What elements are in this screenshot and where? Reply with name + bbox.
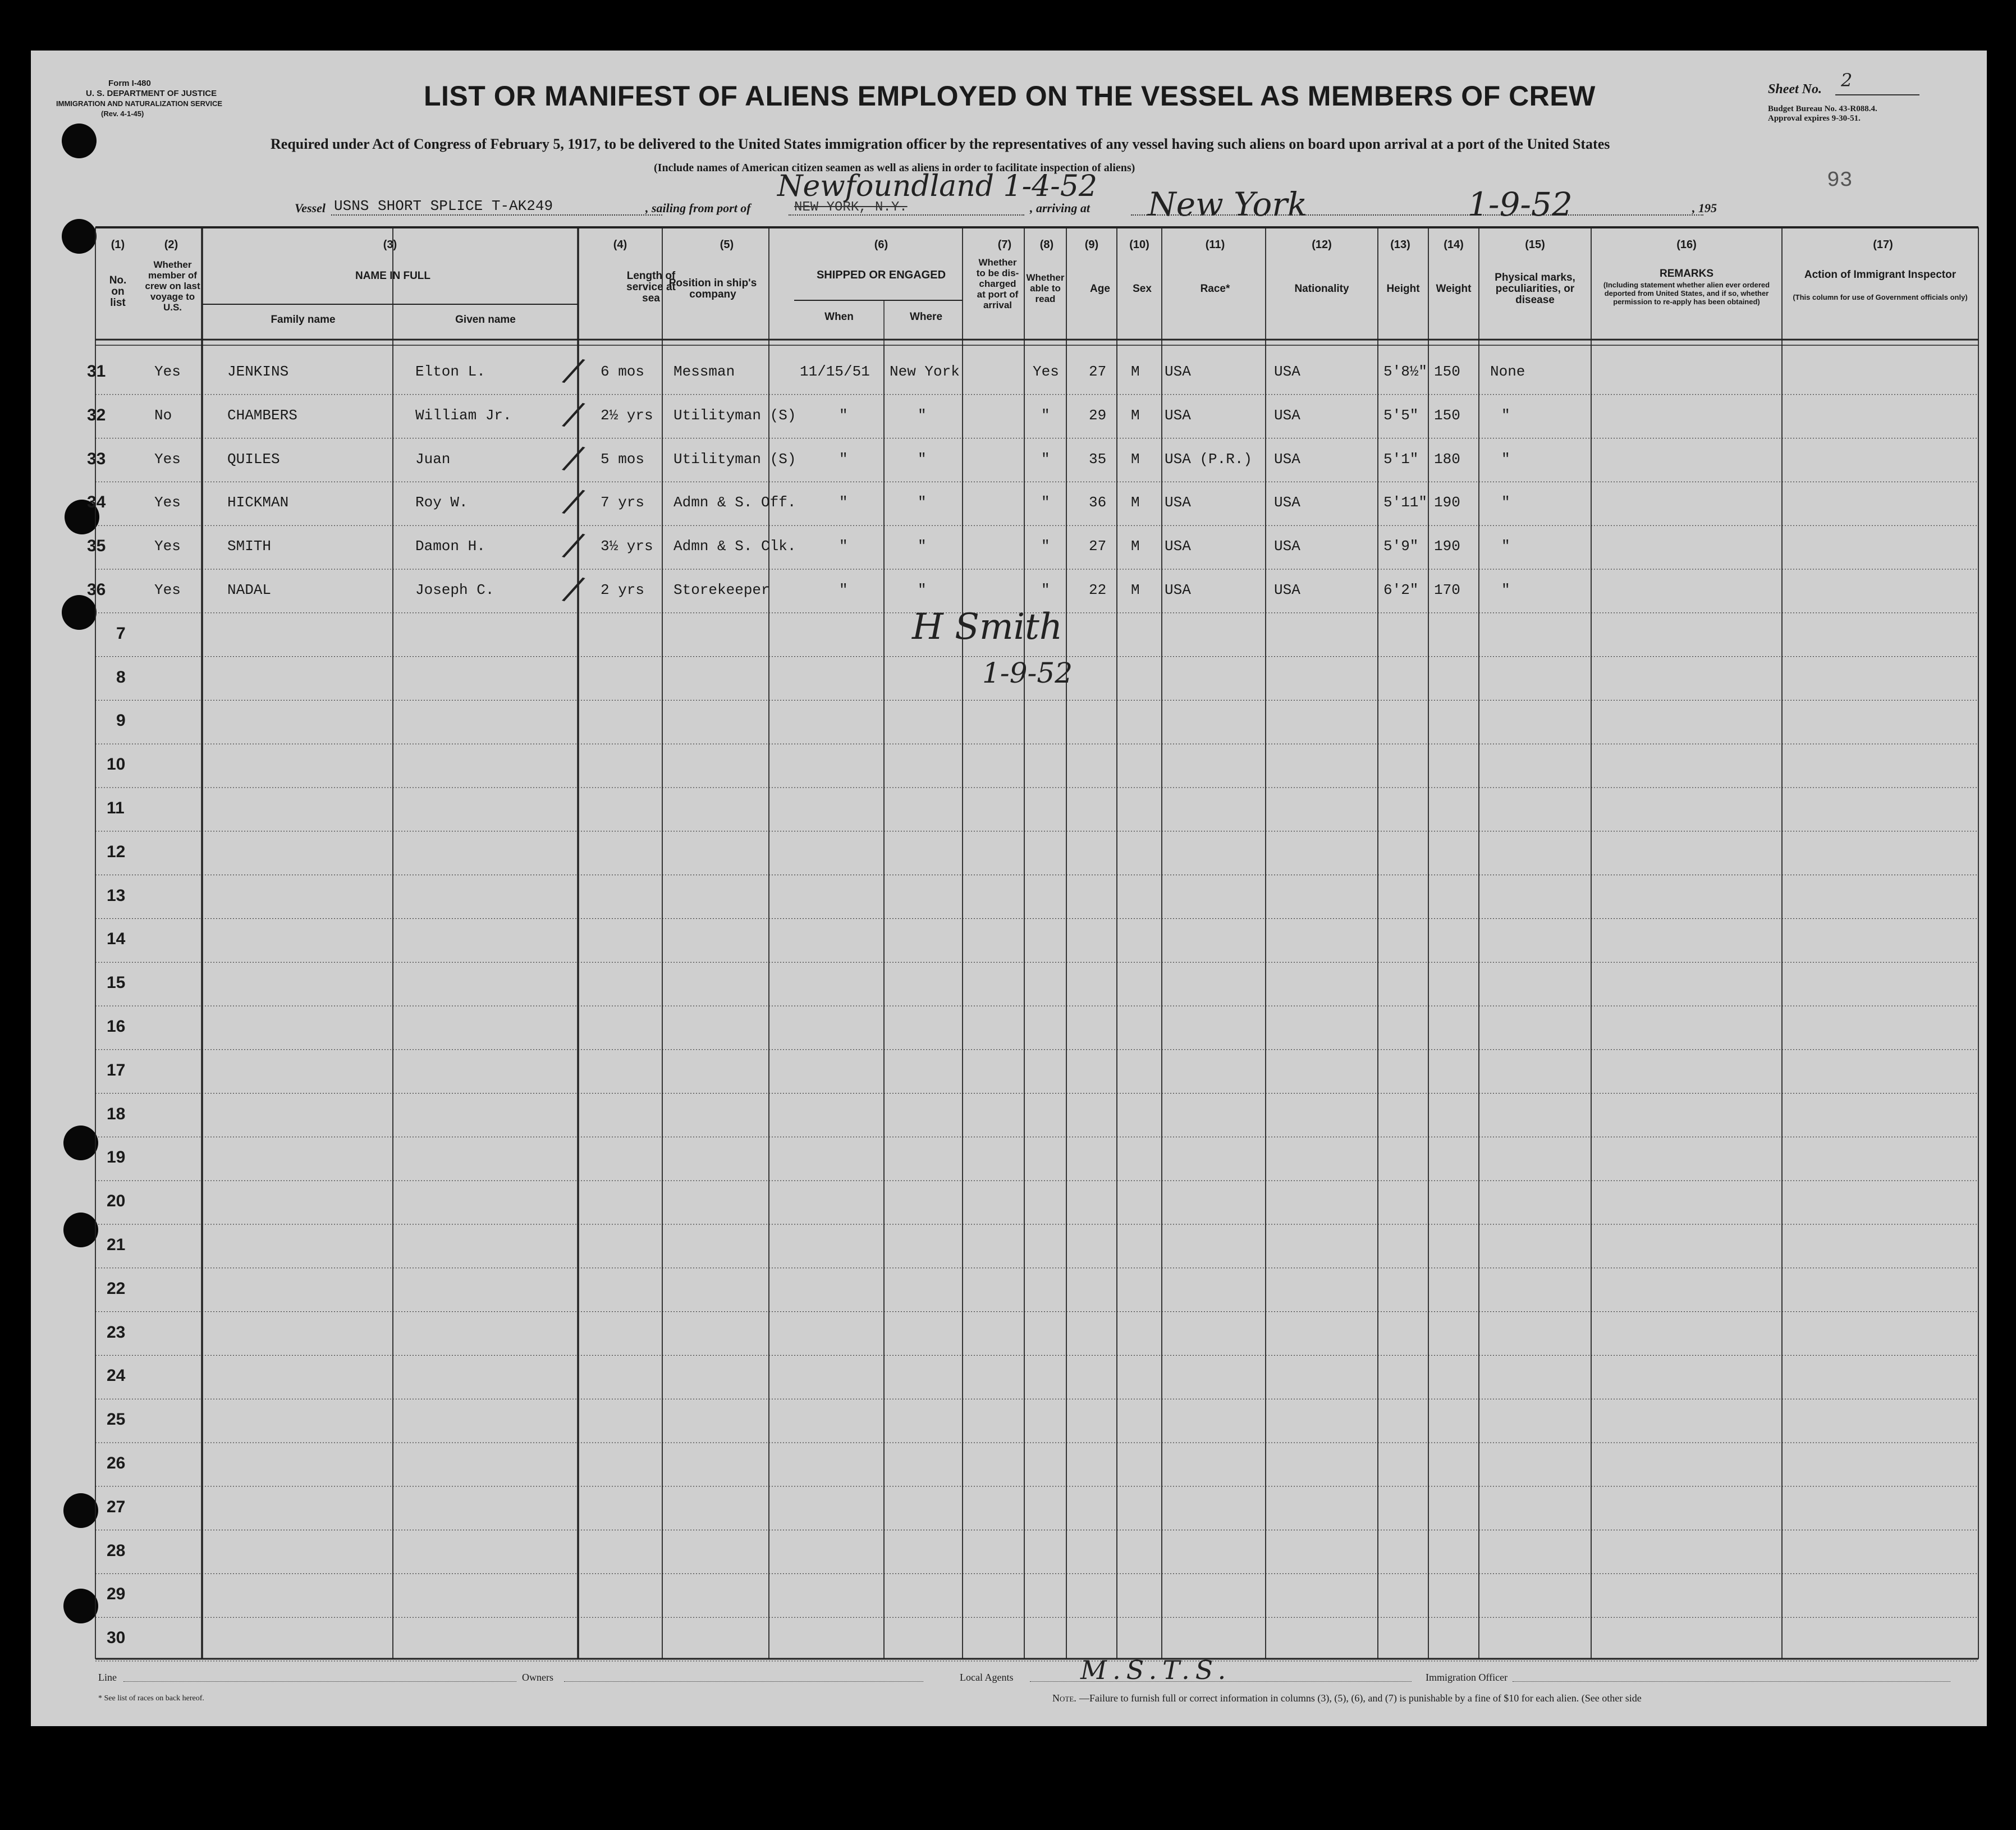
row-number: 22 xyxy=(107,1279,126,1298)
sex: M xyxy=(1131,494,1140,511)
physical-marks: " xyxy=(1501,538,1510,555)
footer-note-text: —Failure to furnish full or correct information in columns (3), (5), (6), and (7) is punishable by a fine of $10 for each alien. (See other side xyxy=(1079,1692,1642,1704)
race: USA xyxy=(1165,494,1191,511)
physical-marks: " xyxy=(1501,494,1510,511)
age: 22 xyxy=(1089,582,1107,598)
family-name: QUILES xyxy=(227,450,280,468)
height: 6'2" xyxy=(1383,582,1419,598)
shipped-when: " xyxy=(839,538,848,555)
row-number: 27 xyxy=(107,1497,126,1516)
row-number: 29 xyxy=(107,1585,126,1604)
header-race: Race* xyxy=(1200,283,1230,295)
shipped-when: " xyxy=(839,450,848,468)
header-shipped-engaged: SHIPPED OR ENGAGED xyxy=(816,269,946,281)
length-of-service: 5 mos xyxy=(601,450,645,468)
sailing-label: , sailing from port of xyxy=(645,201,751,215)
footer-agents-rule xyxy=(1030,1681,1412,1682)
age: 36 xyxy=(1089,494,1107,511)
manifest-sheet xyxy=(31,51,1987,1726)
crew-last-voyage: Yes xyxy=(154,582,181,598)
header-physical-marks: Physical marks, peculiarities, or disease xyxy=(1495,272,1575,306)
row-number: 9 xyxy=(116,711,126,730)
row-number: 17 xyxy=(107,1060,126,1079)
column-number: (5) xyxy=(720,239,734,251)
header-position: Position in ship's company xyxy=(668,277,757,300)
row-number: 26 xyxy=(107,1454,126,1472)
check-mark: / xyxy=(563,394,584,435)
header-no-on-list: No. on list xyxy=(109,274,127,309)
row-number: 28 xyxy=(107,1541,126,1560)
age: 27 xyxy=(1089,363,1107,380)
row-number: 14 xyxy=(107,930,126,949)
given-name: Roy W. xyxy=(415,494,468,511)
family-name: JENKINS xyxy=(227,363,289,380)
given-name: Joseph C. xyxy=(415,582,494,598)
nationality: USA xyxy=(1274,450,1300,468)
physical-marks: None xyxy=(1490,363,1525,380)
vessel-label: Vessel xyxy=(295,201,326,215)
header-given-name: Given name xyxy=(455,314,516,326)
footer-agents-value: M.S.T.S. xyxy=(1080,1655,1232,1685)
able-to-read: " xyxy=(1041,406,1050,424)
able-to-read: " xyxy=(1041,538,1050,555)
row-number: 35 xyxy=(87,537,106,556)
crew-last-voyage: Yes xyxy=(154,538,181,555)
weight: 150 xyxy=(1434,363,1460,380)
form-subnote: (Include names of American citizen seamen as well as aliens in order to facilitate inspection of aliens) xyxy=(654,162,1135,174)
given-name: Juan xyxy=(415,450,451,468)
header-able-to-read: Whether able to read xyxy=(1026,272,1065,304)
check-mark: / xyxy=(563,524,584,566)
vessel-name: USNS SHORT SPLICE T-AK249 xyxy=(334,198,553,214)
weight: 170 xyxy=(1434,582,1460,598)
weight: 180 xyxy=(1434,450,1460,468)
footer-line-rule xyxy=(123,1681,516,1682)
row-number: 11 xyxy=(107,799,125,817)
header-age: Age xyxy=(1090,283,1110,295)
column-number: (6) xyxy=(874,239,888,251)
column-number: (17) xyxy=(1873,239,1893,251)
weight: 150 xyxy=(1434,406,1460,424)
physical-marks: " xyxy=(1501,582,1510,598)
form-number: Form I-480 xyxy=(108,79,151,88)
row-number: 20 xyxy=(107,1192,126,1211)
footer-agents-label: Local Agents xyxy=(960,1672,1014,1683)
footer-note-label: Note. xyxy=(1052,1692,1076,1704)
ship-position: Admn & S. Clk. xyxy=(673,538,796,555)
height: 5'8½" xyxy=(1383,363,1428,380)
column-number: (16) xyxy=(1676,239,1697,251)
sex: M xyxy=(1131,538,1140,555)
shipped-when: " xyxy=(839,582,848,598)
footer-officer-rule xyxy=(1513,1681,1950,1682)
header-discharged: Whether to be dis-charged at port of arrival xyxy=(976,257,1019,310)
shipped-when: " xyxy=(839,494,848,511)
shipped-when: 11/15/51 xyxy=(800,363,870,380)
nationality: USA xyxy=(1274,406,1300,424)
row-number: 36 xyxy=(87,580,106,599)
row-number: 31 xyxy=(87,362,106,381)
column-number: (13) xyxy=(1390,239,1410,251)
height: 5'11" xyxy=(1383,494,1428,511)
sex: M xyxy=(1131,582,1140,598)
shipped-where: " xyxy=(918,582,927,598)
footer-line-label: Line xyxy=(98,1672,117,1683)
footer-officer-label: Immigration Officer xyxy=(1426,1672,1508,1683)
inspector-signature-date: 1-9-52 xyxy=(982,657,1073,689)
budget-bureau: Budget Bureau No. 43-R088.4. xyxy=(1768,104,1877,113)
arrival-date-handwritten: 1-9-52 xyxy=(1468,185,1573,223)
column-number: (3) xyxy=(383,239,397,251)
column-number: (1) xyxy=(111,239,125,251)
race: USA xyxy=(1165,538,1191,555)
row-number: 34 xyxy=(87,493,106,512)
height: 5'5" xyxy=(1383,406,1419,424)
race: USA xyxy=(1165,406,1191,424)
family-name: CHAMBERS xyxy=(227,406,297,424)
length-of-service: 6 mos xyxy=(601,363,645,380)
race: USA xyxy=(1165,363,1191,380)
header-where: Where xyxy=(909,311,943,323)
row-number: 19 xyxy=(107,1148,126,1167)
shipped-where: " xyxy=(918,494,927,511)
length-of-service: 2 yrs xyxy=(601,582,645,598)
header-remarks: REMARKS xyxy=(1659,268,1714,280)
nationality: USA xyxy=(1274,538,1300,555)
family-name: NADAL xyxy=(227,582,272,598)
inspector-signature: H Smith xyxy=(912,606,1063,648)
physical-marks: " xyxy=(1501,406,1510,424)
family-name: SMITH xyxy=(227,538,272,555)
length-of-service: 3½ yrs xyxy=(601,538,653,555)
sailing-port-typed: NEW YORK, N.Y. xyxy=(794,200,908,215)
able-to-read: " xyxy=(1041,582,1050,598)
footer-owners-label: Owners xyxy=(522,1672,553,1683)
sex: M xyxy=(1131,406,1140,424)
crew-last-voyage: Yes xyxy=(154,363,181,380)
row-number: 12 xyxy=(107,842,126,861)
year-label: , 195 xyxy=(1692,201,1717,215)
row-number: 18 xyxy=(107,1104,126,1123)
length-of-service: 2½ yrs xyxy=(601,406,653,424)
given-name: Elton L. xyxy=(415,363,485,380)
header-remarks-note: (Including statement whether alien ever ordered deported from United States, and if so, whether permission to re-apply has been obtained) xyxy=(1603,281,1770,306)
shipped-where: New York xyxy=(890,363,960,380)
column-number: (11) xyxy=(1205,239,1225,251)
race: USA (P.R.) xyxy=(1165,450,1253,468)
sex: M xyxy=(1131,450,1140,468)
family-name: HICKMAN xyxy=(227,494,289,511)
weight: 190 xyxy=(1434,538,1460,555)
age: 35 xyxy=(1089,450,1107,468)
nationality: USA xyxy=(1274,582,1300,598)
row-number: 16 xyxy=(107,1017,126,1036)
form-revision: (Rev. 4-1-45) xyxy=(101,109,144,118)
shipped-where: " xyxy=(918,406,927,424)
column-number: (10) xyxy=(1129,239,1149,251)
ship-position: Utilityman (S) xyxy=(673,450,796,468)
able-to-read: Yes xyxy=(1033,363,1059,380)
check-mark: / xyxy=(563,481,584,522)
arriving-label: , arriving at xyxy=(1030,201,1090,215)
form-service: IMMIGRATION AND NATURALIZATION SERVICE xyxy=(56,99,223,108)
crew-last-voyage: Yes xyxy=(154,450,181,468)
header-inspector-note: (This column for use of Government officials only) xyxy=(1793,293,1968,301)
able-to-read: " xyxy=(1041,494,1050,511)
footer-owners-rule xyxy=(564,1681,923,1682)
nationality: USA xyxy=(1274,494,1300,511)
footer-race-note: * See list of races on back hereof. xyxy=(98,1694,204,1703)
race: USA xyxy=(1165,582,1191,598)
column-number: (9) xyxy=(1084,239,1099,251)
row-number: 24 xyxy=(107,1366,126,1385)
physical-marks: " xyxy=(1501,450,1510,468)
given-name: Damon H. xyxy=(415,538,485,555)
length-of-service: 7 yrs xyxy=(601,494,645,511)
header-name-in-full: NAME IN FULL xyxy=(355,270,431,282)
able-to-read: " xyxy=(1041,450,1050,468)
weight: 190 xyxy=(1434,494,1460,511)
header-family-name: Family name xyxy=(271,314,336,326)
header-when: When xyxy=(824,311,854,323)
row-number: 32 xyxy=(87,405,106,424)
row-number: 13 xyxy=(107,886,126,905)
row-number: 8 xyxy=(116,667,126,687)
form-title: LIST OR MANIFEST OF ALIENS EMPLOYED ON THE VESSEL AS MEMBERS OF CREW xyxy=(424,80,1596,112)
header-height: Height xyxy=(1386,283,1420,295)
approval-expiry: Approval expires 9-30-51. xyxy=(1768,114,1861,123)
column-number: (15) xyxy=(1525,239,1545,251)
ship-position: Admn & S. Off. xyxy=(673,494,796,511)
height: 5'1" xyxy=(1383,450,1419,468)
sex: M xyxy=(1131,363,1140,380)
crew-last-voyage: Yes xyxy=(154,494,181,511)
column-number: (8) xyxy=(1039,239,1054,251)
column-number: (7) xyxy=(997,239,1012,251)
row-number: 10 xyxy=(107,755,126,774)
header-crew-last-voyage: Whether member of crew on last voyage to U.S. xyxy=(145,259,200,313)
ship-position: Storekeeper xyxy=(673,582,770,598)
ship-position: Messman xyxy=(673,363,735,380)
header-weight: Weight xyxy=(1436,283,1472,295)
header-length-of-service: Length of service at sea xyxy=(626,270,676,304)
shipped-where: " xyxy=(918,538,927,555)
row-number: 23 xyxy=(107,1323,126,1342)
form-subtitle: Required under Act of Congress of February 5, 1917, to be delivered to the United States immigration officer by the representatives of any vessel having such aliens on board upon arrival at a port of the United States xyxy=(271,136,1610,152)
age: 27 xyxy=(1089,538,1107,555)
form-department: U. S. DEPARTMENT OF JUSTICE xyxy=(86,89,217,98)
height: 5'9" xyxy=(1383,538,1419,555)
check-mark: / xyxy=(563,350,584,391)
sheet-label: Sheet No. xyxy=(1768,82,1822,97)
column-number: (4) xyxy=(613,239,627,251)
shipped-where: " xyxy=(918,450,927,468)
header-sex: Sex xyxy=(1133,283,1152,295)
column-number: (14) xyxy=(1444,239,1464,251)
row-number: 25 xyxy=(107,1410,126,1429)
shipped-when: " xyxy=(839,406,848,424)
row-number: 7 xyxy=(116,624,126,643)
sailing-port-handwritten: Newfoundland 1-4-52 xyxy=(777,170,1098,203)
age: 29 xyxy=(1089,406,1107,424)
column-number: (12) xyxy=(1312,239,1332,251)
header-nationality: Nationality xyxy=(1294,283,1349,295)
column-number: (2) xyxy=(164,239,178,251)
row-number: 30 xyxy=(107,1628,126,1648)
row-number: 15 xyxy=(107,973,126,992)
ship-position: Utilityman (S) xyxy=(673,406,796,424)
stamp-number: 93 xyxy=(1827,168,1853,193)
row-number: 21 xyxy=(107,1236,126,1254)
check-mark: / xyxy=(563,568,584,610)
row-number: 33 xyxy=(87,449,106,468)
check-mark: / xyxy=(563,437,584,479)
given-name: William Jr. xyxy=(415,406,512,424)
crew-last-voyage: No xyxy=(154,406,172,424)
sheet-number: 2 xyxy=(1841,70,1853,91)
arriving-port-handwritten: New York xyxy=(1148,185,1308,223)
header-inspector-action: Action of Immigrant Inspector xyxy=(1804,269,1957,281)
nationality: USA xyxy=(1274,363,1300,380)
